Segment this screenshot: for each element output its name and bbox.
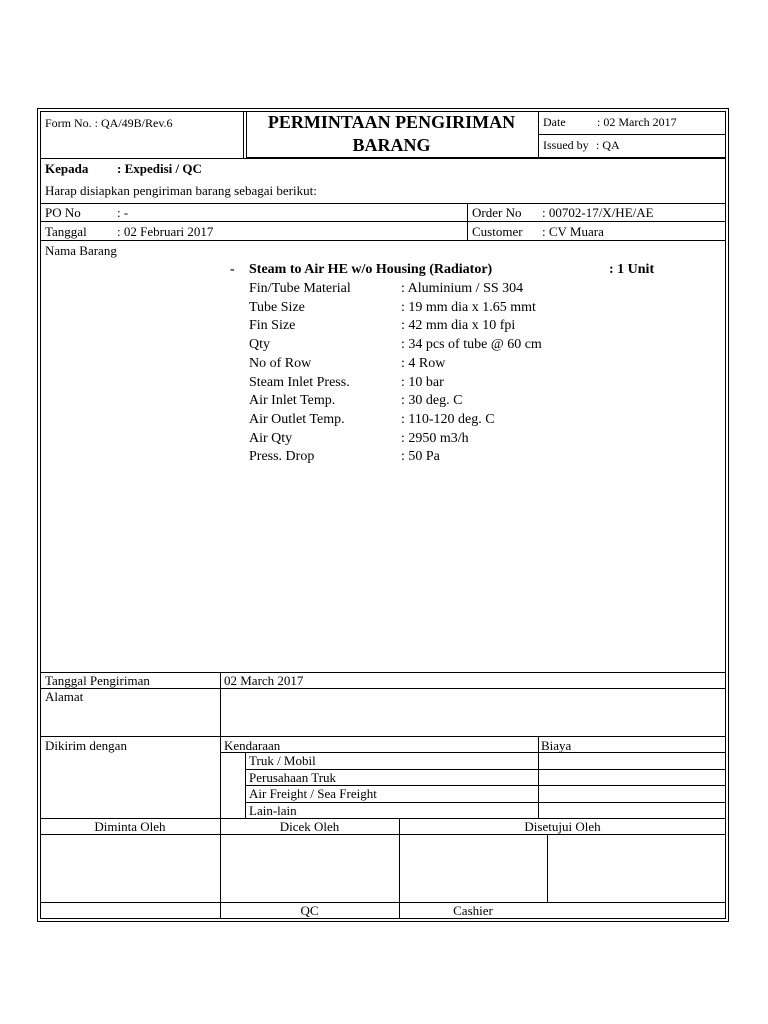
nama-barang-label: Nama Barang	[45, 243, 117, 258]
cashier-label: Cashier	[453, 903, 493, 918]
shipping-column-divider	[220, 672, 221, 818]
biaya-column-divider	[538, 736, 539, 818]
kepada-value: : Expedisi / QC	[117, 161, 202, 176]
spec-label: Fin Size	[249, 318, 296, 333]
title-line-1: PERMINTAAN PENGIRIMAN	[267, 112, 516, 132]
tanggal-value: : 02 Februari 2017	[117, 224, 214, 239]
header-divider	[243, 111, 244, 158]
spec-value: : 2950 m3/h	[401, 431, 469, 446]
diminta-oleh-label: Diminta Oleh	[94, 819, 166, 834]
customer-label: Customer	[472, 224, 523, 239]
customer-value: : CV Muara	[542, 224, 604, 239]
spec-value: : Aluminium / SS 304	[401, 281, 524, 296]
spec-value: : 50 Pa	[401, 449, 440, 464]
disetujui-oleh-label: Disetujui Oleh	[524, 819, 601, 834]
header-bottom-line	[40, 158, 726, 159]
item-name: Steam to Air HE w/o Housing (Radiator)	[249, 262, 493, 277]
spec-label: Fin/Tube Material	[249, 281, 351, 296]
order-column-divider	[467, 203, 468, 240]
checkbox-column-divider	[245, 752, 246, 818]
tanggal-pengiriman-value: 02 March 2017	[224, 673, 304, 688]
kendaraan-label: Kendaraan	[224, 738, 281, 753]
item-bullet: -	[230, 262, 235, 277]
spec-value: : 4 Row	[401, 356, 446, 371]
spec-label: Tube Size	[249, 300, 305, 315]
vehicle-option: Truk / Mobil	[249, 753, 316, 768]
po-label: PO No	[45, 205, 81, 220]
issued-by-value: : QA	[596, 138, 620, 152]
vehicle-row-line	[245, 802, 726, 803]
spec-value: : 10 bar	[401, 375, 444, 390]
order-mid-line	[40, 221, 726, 222]
page-title	[247, 111, 536, 157]
title-line-2: BARANG	[352, 135, 431, 155]
vehicle-option: Air Freight / Sea Freight	[249, 786, 377, 801]
spec-label: Steam Inlet Press.	[249, 375, 350, 390]
po-value: : -	[117, 205, 129, 220]
instruction-text: Harap disiapkan pengiriman barang sebagai berikut:	[45, 183, 317, 198]
spec-value: : 34 pcs of tube @ 60 cm	[401, 337, 542, 352]
approval-divider-3	[547, 834, 548, 902]
qc-label: QC	[300, 903, 319, 918]
spec-label: Press. Drop	[249, 449, 315, 464]
biaya-label: Biaya	[541, 738, 572, 753]
order-no-value: : 00702-17/X/HE/AE	[542, 205, 654, 220]
spec-value: : 42 mm dia x 10 fpi	[401, 318, 516, 333]
spec-label: Air Qty	[249, 431, 293, 446]
order-bottom-line	[40, 240, 726, 241]
order-no-label: Order No	[472, 205, 522, 220]
spec-value: : 30 deg. C	[401, 393, 463, 408]
date-label: Date	[543, 115, 566, 129]
vehicle-option: Lain-lain	[249, 803, 297, 818]
spec-label: Qty	[249, 337, 270, 352]
order-top-line	[40, 203, 726, 204]
vehicle-option: Perusahaan Truk	[249, 770, 337, 785]
date-value: : 02 March 2017	[597, 115, 677, 129]
form-number: Form No. : QA/49B/Rev.6	[45, 116, 173, 130]
approval-header-line	[40, 834, 726, 835]
dikirim-dengan-label: Dikirim dengan	[45, 738, 127, 753]
spec-value: : 19 mm dia x 1.65 mmt	[401, 300, 536, 315]
dicek-oleh-label: Dicek Oleh	[279, 819, 340, 834]
tanggal-pengiriman-line	[40, 688, 726, 689]
spec-label: Air Inlet Temp.	[249, 393, 336, 408]
tanggal-pengiriman-label: Tanggal Pengiriman	[45, 673, 150, 688]
alamat-label: Alamat	[45, 689, 84, 704]
spec-label: Air Outlet Temp.	[249, 412, 345, 427]
item-quantity: : 1 Unit	[609, 262, 655, 277]
kepada-label: Kepada	[45, 161, 89, 176]
alamat-bottom-line	[40, 736, 726, 737]
spec-value: : 110-120 deg. C	[401, 412, 495, 427]
tanggal-label: Tanggal	[45, 224, 87, 239]
date-divider	[538, 134, 726, 135]
issued-by-label: Issued by	[543, 138, 589, 152]
spec-label: No of Row	[249, 356, 312, 371]
